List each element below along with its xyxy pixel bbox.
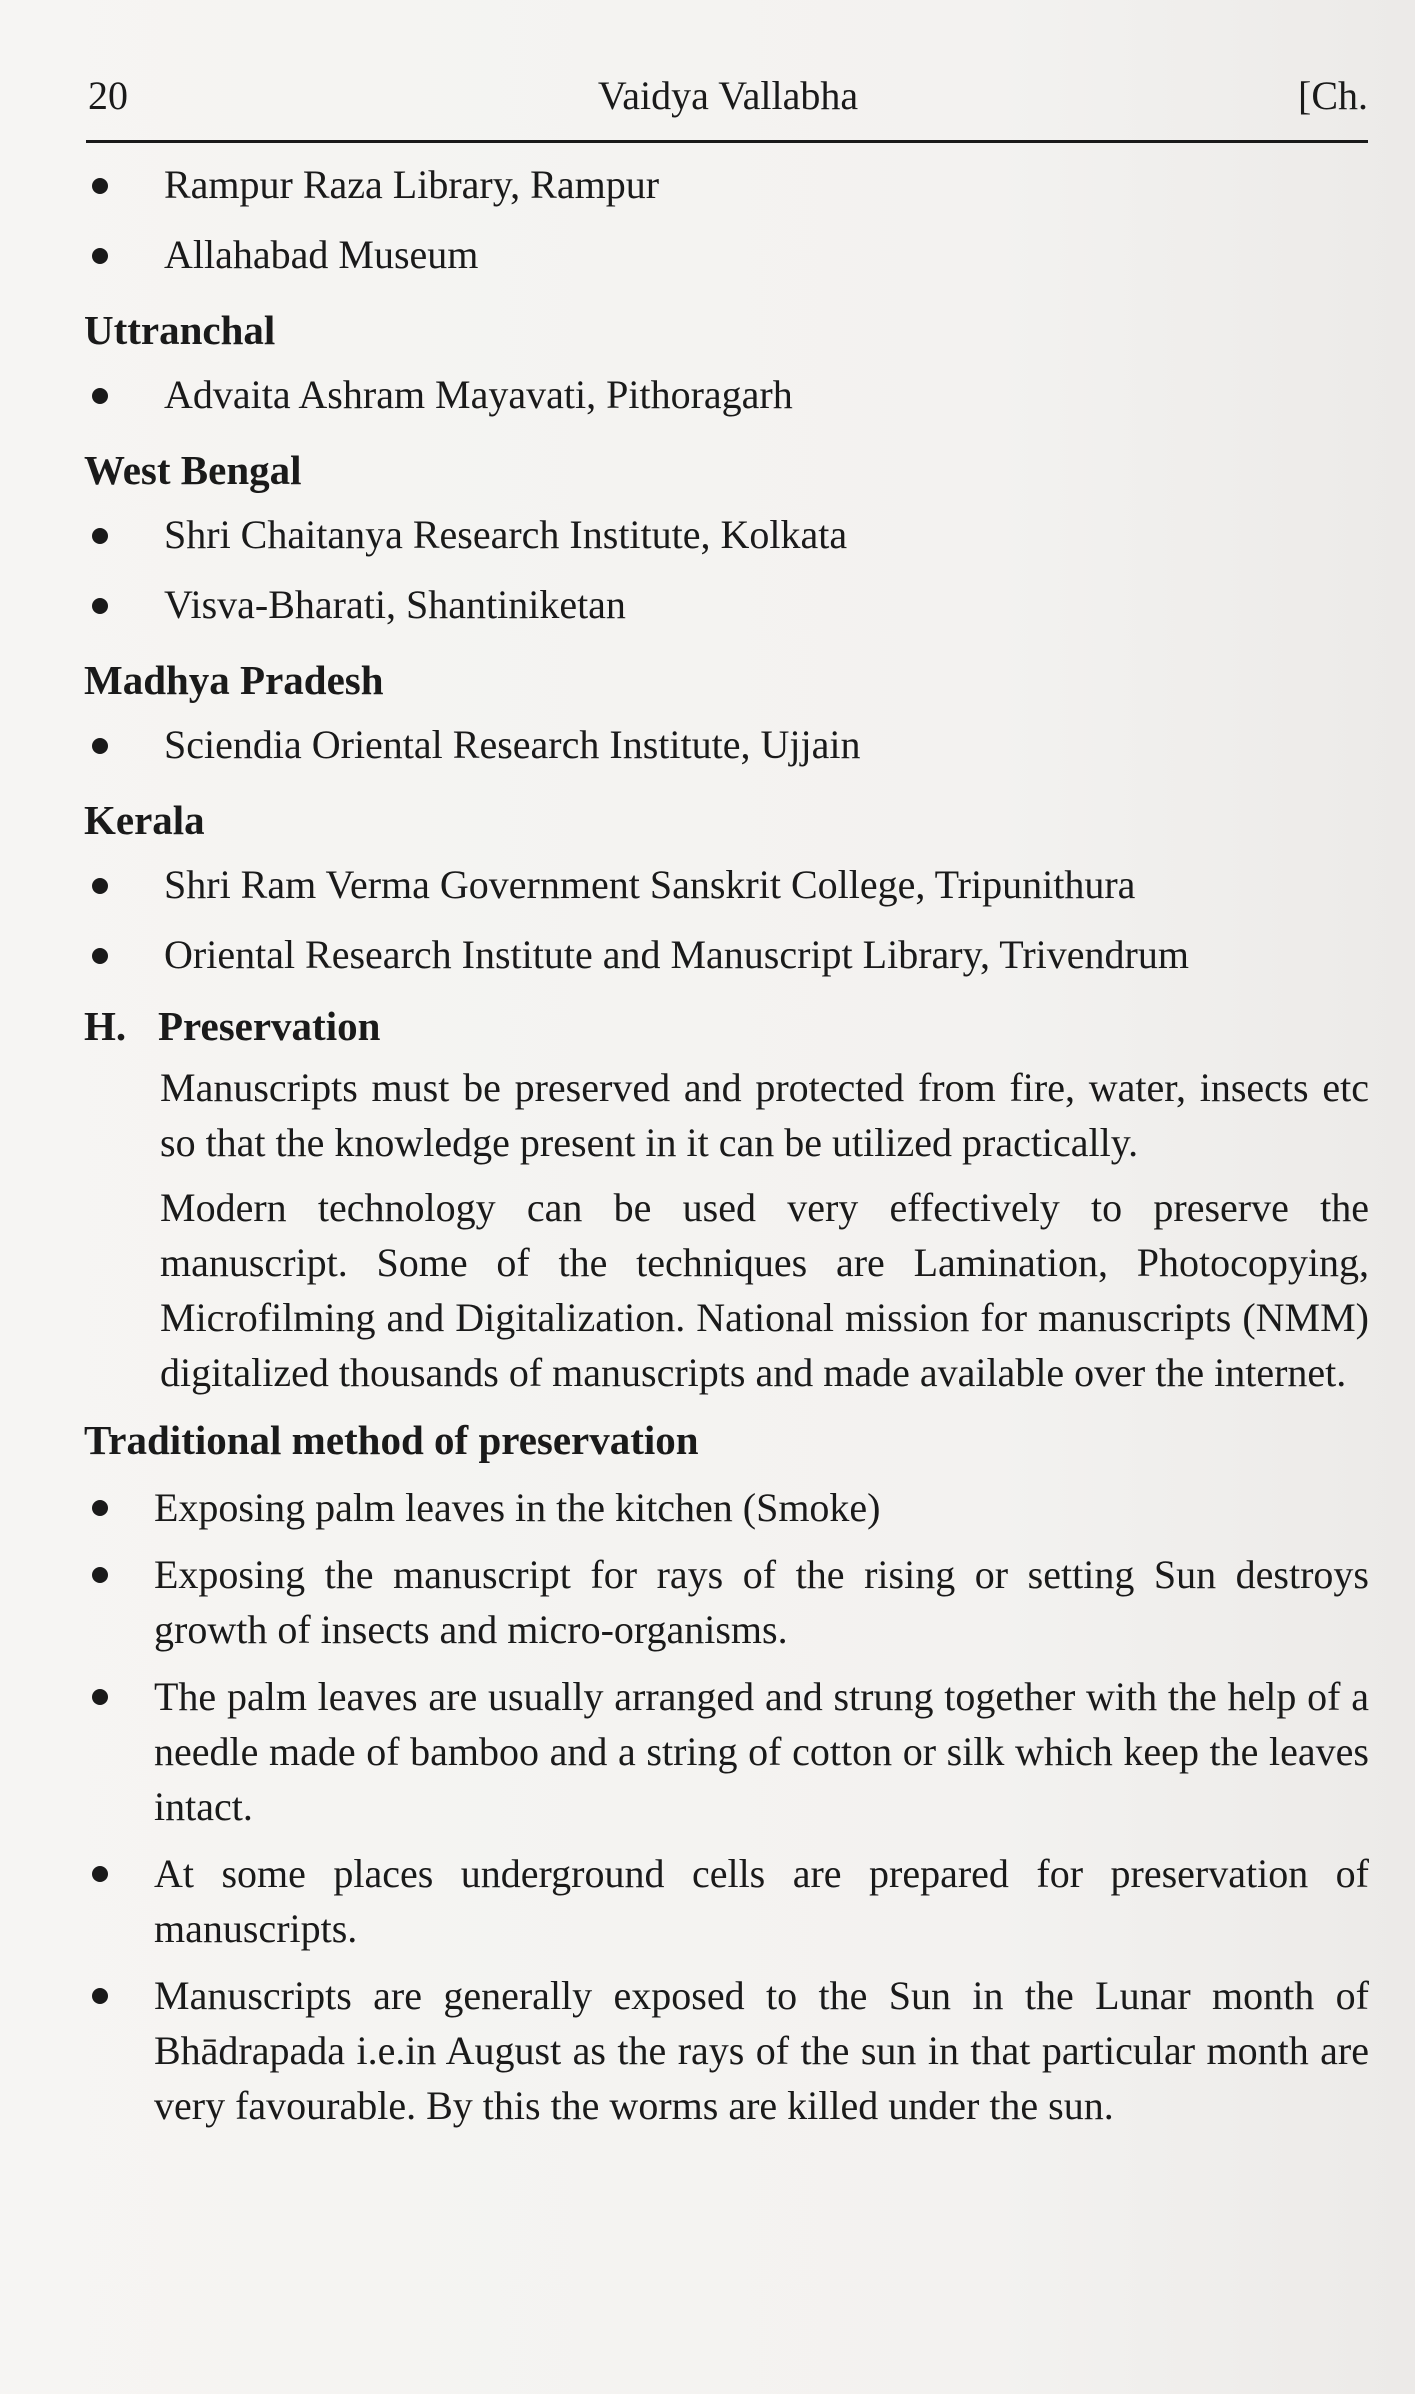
list-item: Exposing palm leaves in the kitchen (Smoke) bbox=[84, 1480, 1369, 1535]
section-heading: Madhya Pradesh bbox=[84, 657, 384, 703]
bullet-icon bbox=[92, 1567, 108, 1583]
running-title: Vaidya Vallabha bbox=[597, 73, 859, 118]
bullet-icon bbox=[92, 878, 108, 894]
bullet-icon bbox=[92, 528, 108, 544]
paragraph: Manuscripts must be preserved and protected from fire, water, insects etc so that the knowledge present in it can be utilized practically. bbox=[160, 1065, 1369, 1165]
list-item: Advaita Ashram Mayavati, Pithoragarh bbox=[84, 360, 1369, 430]
bullet-icon bbox=[92, 738, 108, 754]
bullet-icon bbox=[92, 1988, 108, 2004]
list-item: Manuscripts are generally exposed to the Sun in the Lunar month of Bhādrapada i.e.in August as the rays of the sun in that particular month are very favourable. By this the worms are killed under the sun. bbox=[84, 1968, 1369, 2133]
list-item: Rampur Raza Library, Rampur bbox=[84, 150, 1369, 220]
page-number: 20 bbox=[88, 73, 128, 118]
section-title: Preservation bbox=[158, 1003, 381, 1049]
header-rule bbox=[86, 140, 1368, 143]
section-heading: West Bengal bbox=[84, 447, 302, 493]
page-content bbox=[84, 150, 1369, 2145]
paragraph: Modern technology can be used very effectively to preserve the manuscript. Some of the techniques are Lamination, Photocopying, Microfilming and Digitalization. National mission for manuscripts (NMM) digitalized thousands of manuscripts and made available over the internet. bbox=[160, 1185, 1369, 1395]
page-header bbox=[88, 72, 1368, 132]
list-item: Exposing the manuscript for rays of the rising or setting Sun destroys growth of insects and micro-organisms. bbox=[84, 1547, 1369, 1657]
bullet-icon bbox=[92, 598, 108, 614]
list-item: Allahabad Museum bbox=[84, 220, 1369, 290]
bullet-icon bbox=[92, 248, 108, 264]
list-item: At some places underground cells are prepared for preservation of manuscripts. bbox=[84, 1846, 1369, 1956]
section-heading: Kerala bbox=[84, 797, 205, 843]
traditional-heading: Traditional method of preservation bbox=[84, 1417, 699, 1463]
bullet-icon bbox=[92, 948, 108, 964]
bullet-icon bbox=[92, 1500, 108, 1516]
bullet-icon bbox=[92, 388, 108, 404]
list-item: Oriental Research Institute and Manuscript Library, Trivendrum bbox=[84, 920, 1369, 990]
bullet-icon bbox=[92, 1866, 108, 1882]
list-item: Shri Ram Verma Government Sanskrit College, Tripunithura bbox=[84, 850, 1369, 920]
bullet-icon bbox=[92, 1689, 108, 1705]
list-item: The palm leaves are usually arranged and strung together with the help of a needle made of bamboo and a string of cotton or silk which keep the leaves intact. bbox=[84, 1669, 1369, 1834]
section-label: H. bbox=[84, 1003, 127, 1049]
bullet-icon bbox=[92, 178, 108, 194]
chapter-marker: [Ch. bbox=[1298, 73, 1368, 118]
list-item: Visva-Bharati, Shantiniketan bbox=[84, 570, 1369, 640]
section-heading: Uttranchal bbox=[84, 307, 276, 353]
list-item: Shri Chaitanya Research Institute, Kolkata bbox=[84, 500, 1369, 570]
preservation-heading bbox=[84, 996, 1369, 1056]
list-item: Sciendia Oriental Research Institute, Ujjain bbox=[84, 710, 1369, 780]
